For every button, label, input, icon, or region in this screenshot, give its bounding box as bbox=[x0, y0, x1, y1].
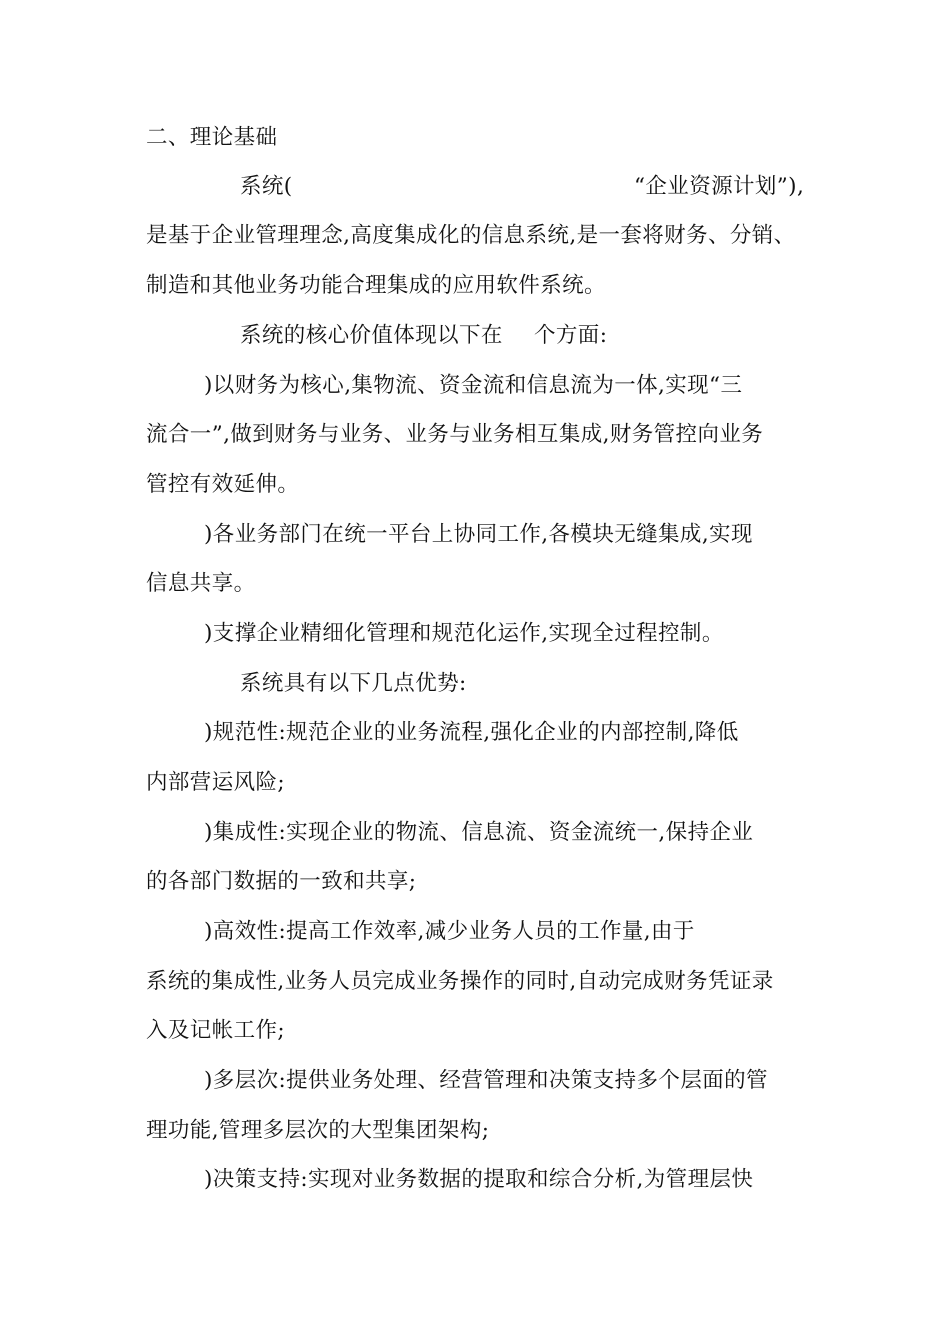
core-value-item-1-line-3: 管控有效延伸。 bbox=[146, 472, 300, 497]
core-value-item-2-line-2: 信息共享。 bbox=[146, 571, 256, 596]
advantages-intro: 系统具有以下几点优势: bbox=[240, 671, 467, 696]
core-value-item-1-line-1: )以财务为核心,集物流、资金流和信息流为一体,实现“三 bbox=[204, 373, 743, 398]
core-value-item-1-line-2: 流合一”,做到财务与业务、业务与业务相互集成,财务管控向业务 bbox=[146, 422, 764, 447]
core-value-item-2-line-1: )各业务部门在统一平台上协同工作,各模块无缝集成,实现 bbox=[204, 522, 753, 547]
intro-line-1-left: 系统( bbox=[240, 174, 293, 199]
advantage-item-5-line-1: )决策支持:实现对业务数据的提取和综合分析,为管理层快 bbox=[204, 1167, 754, 1192]
advantage-item-1-line-1: )规范性:规范企业的业务流程,强化企业的内部控制,降低 bbox=[204, 720, 739, 745]
intro-line-1-right: “企业资源计划”), bbox=[634, 174, 805, 199]
advantage-item-1-line-2: 内部营运风险; bbox=[146, 770, 286, 795]
core-value-item-3-line-1: )支撑企业精细化管理和规范化运作,实现全过程控制。 bbox=[204, 621, 724, 646]
advantage-item-3-line-1: )高效性:提高工作效率,减少业务人员的工作量,由于 bbox=[204, 919, 695, 944]
advantage-item-3-line-3: 入及记帐工作; bbox=[146, 1018, 286, 1043]
advantage-item-4-line-2: 理功能,管理多层次的大型集团架构; bbox=[146, 1118, 490, 1143]
advantage-item-4-line-1: )多层次:提供业务处理、经营管理和决策支持多个层面的管 bbox=[204, 1068, 768, 1093]
intro-line-3: 制造和其他业务功能合理集成的应用软件系统。 bbox=[146, 273, 606, 298]
advantage-item-3-line-2: 系统的集成性,业务人员完成业务操作的同时,自动完成财务凭证录 bbox=[146, 969, 774, 994]
intro-line-2: 是基于企业管理理念,高度集成化的信息系统,是一套将财务、分销、 bbox=[146, 223, 796, 248]
advantage-item-2-line-1: )集成性:实现企业的物流、信息流、资金流统一,保持企业 bbox=[204, 820, 754, 845]
core-value-intro-right: 个方面: bbox=[534, 323, 608, 348]
core-value-intro-left: 系统的核心价值体现以下在 bbox=[240, 323, 503, 348]
advantage-item-2-line-2: 的各部门数据的一致和共享; bbox=[146, 869, 417, 894]
section-heading: 二、理论基础 bbox=[146, 125, 278, 150]
